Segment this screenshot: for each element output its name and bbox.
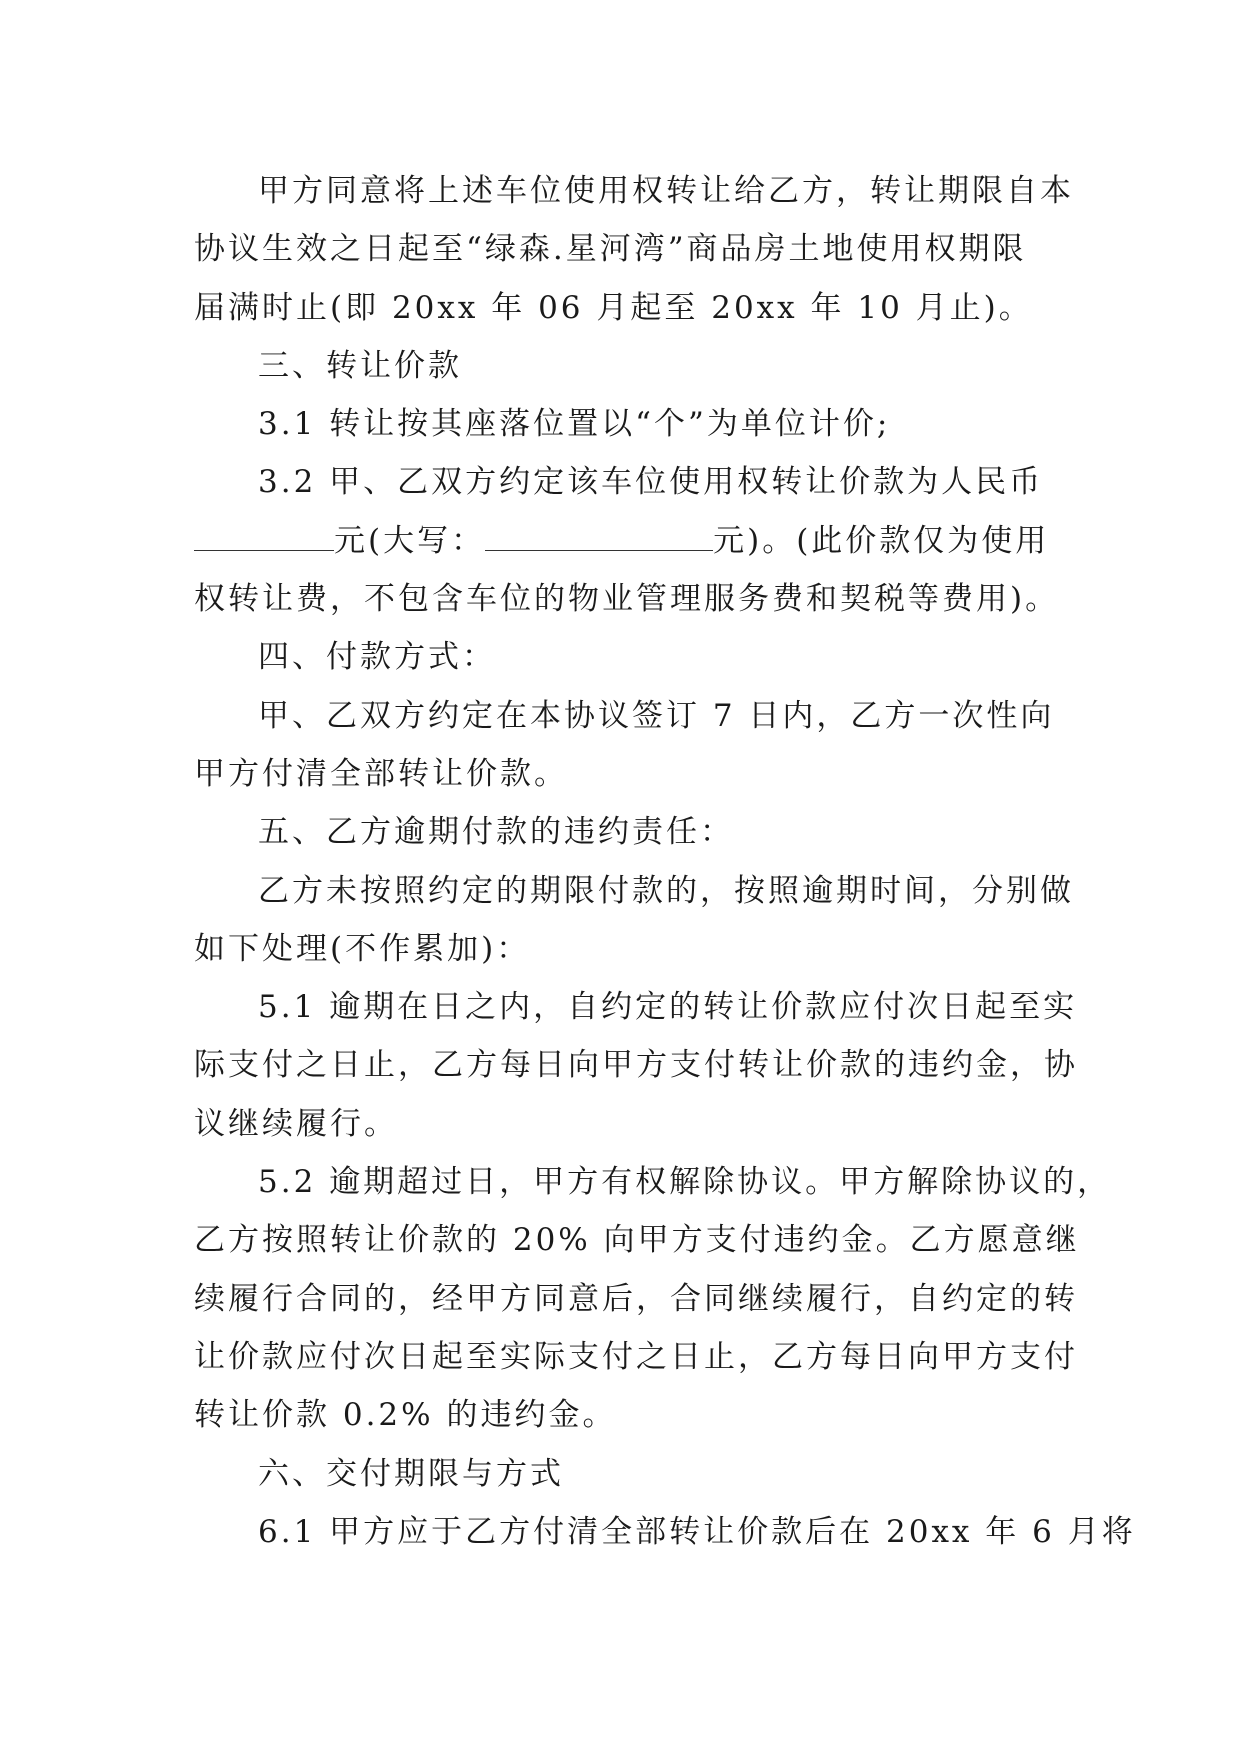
clause-3-2: 3.2 甲、乙双方约定该车位使用权转让价款为人民币 (258, 464, 1044, 501)
clause-3-1: 3.1 转让按其座落位置以“个”为单位计价; (258, 406, 891, 443)
price-amount-blank (194, 522, 334, 551)
price-words-blank (485, 522, 713, 551)
paragraph-line: 甲方同意将上述车位使用权转让给乙方，转让期限自本 (258, 173, 1074, 209)
section-heading-payment-method: 四、付款方式： (258, 639, 496, 676)
paragraph-line: 转让价款 0.2% 的违约金。 (194, 1397, 617, 1434)
paragraph-line: 乙方未按照约定的期限付款的，按照逾期时间，分别做 (258, 872, 1074, 909)
paragraph-line: 协议生效之日起至“绿森.星河湾”商品房土地使用权期限 (194, 231, 1027, 268)
paragraph-line: 际支付之日止，乙方每日向甲方支付转让价款的违约金，协 (194, 1047, 1078, 1084)
document-body (194, 162, 1136, 1561)
section-heading-transfer-price: 三、转让价款 (258, 347, 462, 384)
section-heading-delivery: 六、交付期限与方式 (258, 1455, 564, 1492)
clause-6-1: 6.1 甲方应于乙方付清全部转让价款后在 20xx 年 6 月将 (258, 1513, 1136, 1550)
paragraph-line: 如下处理(不作累加)： (194, 930, 531, 967)
price-segment-1: 元(大写： (334, 522, 486, 559)
clause-5-2: 5.2 逾期超过日，甲方有权解除协议。甲方解除协议的， (258, 1164, 1112, 1201)
price-blank-line (194, 512, 1054, 570)
paragraph-line: 让价款应付次日起至实际支付之日止，乙方每日向甲方支付 (194, 1338, 1078, 1375)
paragraph-line: 届满时止(即 20xx 年 06 月起至 20xx 年 10 月止)。 (194, 289, 1033, 326)
paragraph-line: 权转让费，不包含车位的物业管理服务费和契税等费用)。 (194, 581, 1060, 618)
paragraph-line: 续履行合同的，经甲方同意后，合同继续履行，自约定的转 (194, 1280, 1078, 1317)
paragraph-line: 议继续履行。 (194, 1105, 398, 1142)
price-segment-2: 元)。(此价款仅为使用 (713, 522, 1050, 559)
paragraph-line: 乙方按照转让价款的 20% 向甲方支付违约金。乙方愿意继 (194, 1222, 1080, 1259)
section-heading-late-payment: 五、乙方逾期付款的违约责任： (258, 814, 734, 851)
paragraph-line: 甲、乙双方约定在本协议签订 7 日内，乙方一次性向 (258, 697, 1055, 734)
clause-5-1: 5.1 逾期在日之内，自约定的转让价款应付次日起至实 (258, 989, 1078, 1026)
paragraph-line: 甲方付清全部转让价款。 (194, 755, 568, 792)
